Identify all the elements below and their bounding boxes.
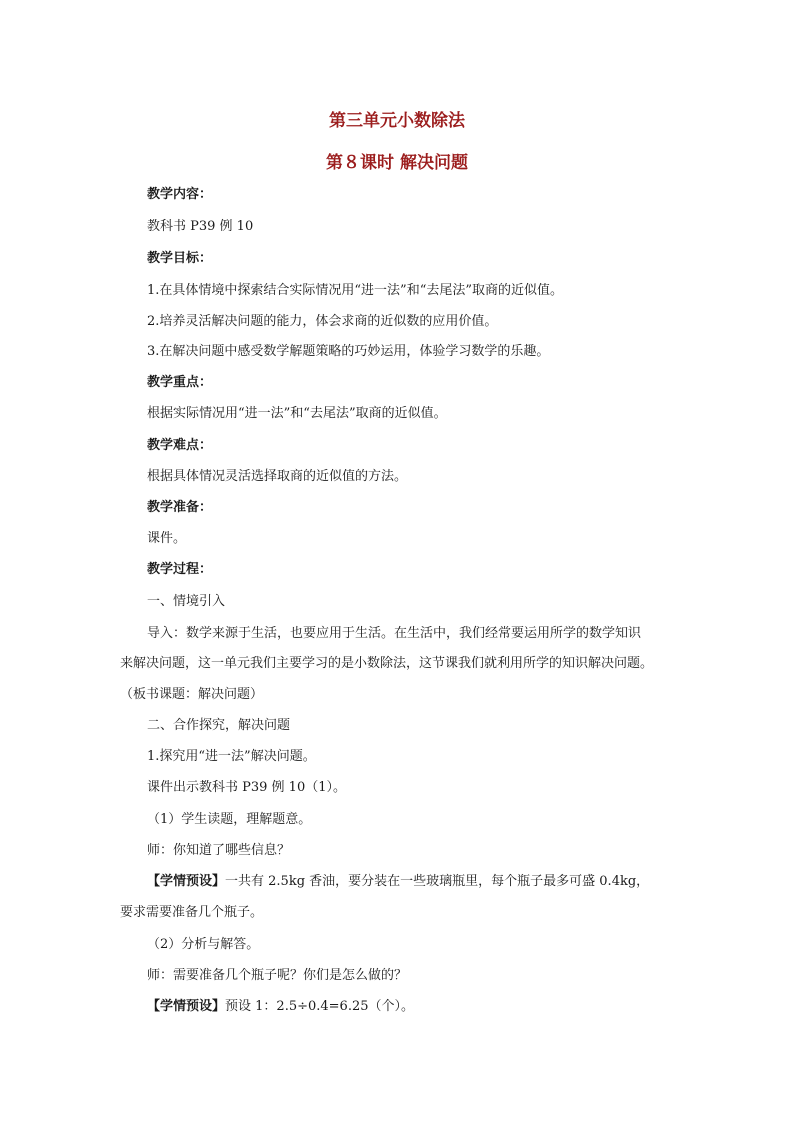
prep-heading: 教学准备： [147, 500, 213, 515]
sub-2: （2）分析与解答。 [147, 937, 260, 952]
unit-title: 第三单元小数除法 [329, 111, 465, 131]
step-1-show: 课件出示教科书 P39 例 10（1）。 [147, 780, 346, 795]
teacher-question-2: 师：需要准备几个瓶子呢？你们是怎么做的？ [147, 968, 408, 983]
objective-2: 2.培养灵活解决问题的能力，体会求商的近似数的应用价值。 [147, 314, 498, 329]
intro-line-3: （板书课题：解决问题） [120, 687, 264, 702]
preset-tag-2: 【学情预设】 [147, 999, 226, 1014]
lesson-title: 第８课时 解决问题 [326, 153, 468, 173]
preset-tag: 【学情预设】 [147, 874, 226, 889]
difficulty-heading: 教学难点： [147, 438, 213, 453]
objective-3: 3.在解决问题中感受数学解题策略的巧妙运用，体验学习数学的乐趣。 [147, 344, 550, 359]
difficulty-text: 根据具体情况灵活选择取商的近似值的方法。 [147, 469, 408, 484]
prep-text: 课件。 [147, 531, 187, 546]
content-text: 教科书 P39 例 10 [147, 219, 254, 234]
intro-line-1: 导入：数学来源于生活，也要应用于生活。在生活中，我们经常要运用所学的数学知识 [147, 626, 642, 641]
objective-1: 1.在具体情境中探索结合实际情况用“进一法”和“去尾法”取商的近似值。 [147, 283, 563, 298]
sub-1: （1）学生读题，理解题意。 [147, 812, 312, 827]
section-2: 二、合作探究，解决问题 [147, 718, 291, 733]
keypoint-heading: 教学重点： [147, 375, 213, 390]
content-heading: 教学内容： [147, 187, 213, 202]
objectives-heading: 教学目标： [147, 251, 213, 266]
preset-1-line-1 [147, 873, 649, 891]
preset-1-text: 一共有 2.5kg 香油，要分装在一些玻璃瓶里，每个瓶子最多可盛 0.4kg， [225, 874, 650, 889]
process-heading: 教学过程： [147, 562, 213, 577]
step-1: 1.探究用“进一法”解决问题。 [147, 749, 316, 764]
section-1: 一、情境引入 [147, 594, 226, 609]
keypoint-text: 根据实际情况用“进一法”和“去尾法”取商的近似值。 [147, 406, 447, 421]
teacher-question-1: 师：你知道了哪些信息？ [147, 843, 291, 858]
preset-2-line [147, 998, 414, 1016]
preset-2-text: 预设 1：2.5÷0.4=6.25（个）。 [225, 999, 414, 1014]
intro-line-2: 来解决问题，这一单元我们主要学习的是小数除法，这节课我们就利用所学的知识解决问题。 [120, 656, 654, 671]
preset-1-line-2: 要求需要准备几个瓶子。 [120, 905, 264, 920]
